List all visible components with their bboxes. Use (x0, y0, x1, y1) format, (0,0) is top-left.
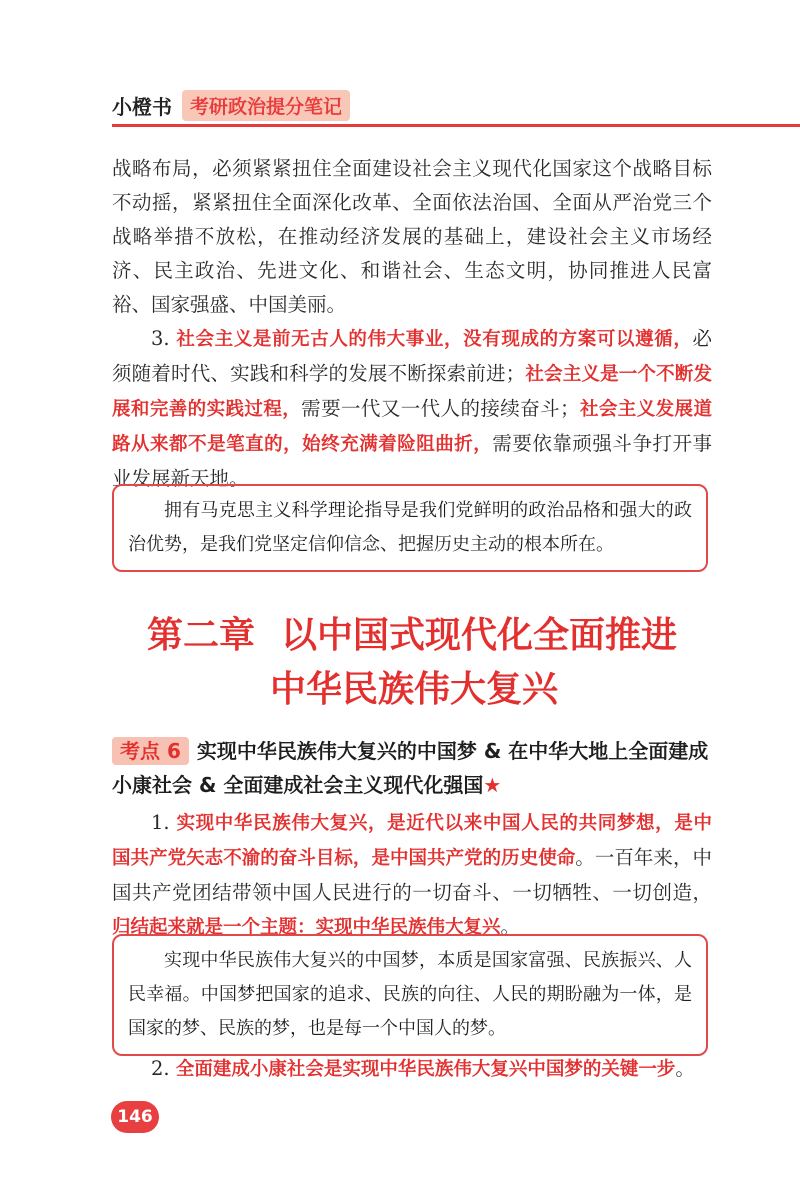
highlight-text: 全面建成小康社会是实现中华民族伟大复兴中国梦的关键一步 (175, 1059, 676, 1080)
highlight-text: 社会主义是前无古人的伟大事业，没有现成的方案可以遵循， (176, 329, 693, 350)
chapter-label: 第二章 (146, 614, 255, 656)
highlight-text: 实现中华民族伟大复兴，是近代以来中国人民的共同梦想，是中国共产党矢志不渝的奋斗目标，是中国共产党的历史使命 (112, 813, 712, 869)
chapter-title-line2: 中华民族伟大复兴 (270, 668, 559, 710)
exam-point-badge: 考点 6 (112, 737, 189, 765)
book-tag: 考研政治提分笔记 (182, 90, 350, 121)
body-text: 。 (500, 915, 521, 938)
paragraph-xiaokang (112, 1052, 712, 1087)
exam-point-heading (112, 734, 712, 802)
body-text: 必须随着时代、实践和科学的发展不断探索前进； (112, 327, 712, 385)
chapter-title-line1: 以中国式现代化全面推进 (281, 614, 678, 656)
exam-point-title: 实现中华民族伟大复兴的中国梦 & 在中华大地上全面建成小康社会 & 全面建成社会主义现代化强国 (112, 739, 709, 797)
item-number: 2. (151, 1057, 176, 1080)
paragraph-rejuvenation (112, 806, 712, 945)
item-number: 1. (151, 811, 177, 834)
book-title: 小橙书 (112, 94, 172, 119)
note-box-china-dream: 实现中华民族伟大复兴的中国梦，本质是国家富强、民族振兴、人民幸福。中国梦把国家的追求、民族的向往、人民的期盼融为一体，是国家的梦、民族的梦，也是每一个中国人的梦。 (112, 934, 708, 1056)
highlight-text: 社会主义是一个不断发展和完善的实践过程， (112, 364, 712, 420)
paragraph-strategy: 战略布局，必须紧紧扭住全面建设社会主义现代化国家这个战略目标不动摇，紧紧扭住全面深化改革、全面依法治国、全面从严治党三个战略举措不放松，在推动经济发展的基础上，建设社会主义市场经济、民主政治、先进文化、和谐社会、生态文明，协同推进人民富裕、国家强盛、中国美丽。 (112, 157, 712, 316)
running-header (112, 88, 350, 122)
item-number: 3. (151, 327, 177, 350)
chapter-heading (112, 606, 712, 664)
header-rule (112, 124, 800, 127)
highlight-text: 归结起来就是一个主题：实现中华民族伟大复兴 (112, 917, 501, 938)
page-number: 146 (111, 1101, 159, 1133)
body-text: 。一百年来，中国共产党团结带领中国人民进行的一切奋斗、一切牺牲、一切创造， (112, 846, 712, 904)
note-box-theory: 拥有马克思主义科学理论指导是我们党鲜明的政治品格和强大的政治优势，是我们党坚定信仰信念、把握历史主动的根本所在。 (112, 484, 708, 572)
paragraph-socialism (112, 322, 712, 496)
body-text: 需要依靠顽强斗争打开事业发展新天地。 (112, 432, 712, 490)
body-text: 。 (675, 1057, 695, 1080)
star-icon: ★ (483, 773, 502, 797)
body-text: 需要一代又一代人的接续奋斗； (301, 397, 580, 420)
highlight-text: 社会主义发展道路从来都不是笔直的，始终充满着险阻曲折， (112, 399, 712, 455)
